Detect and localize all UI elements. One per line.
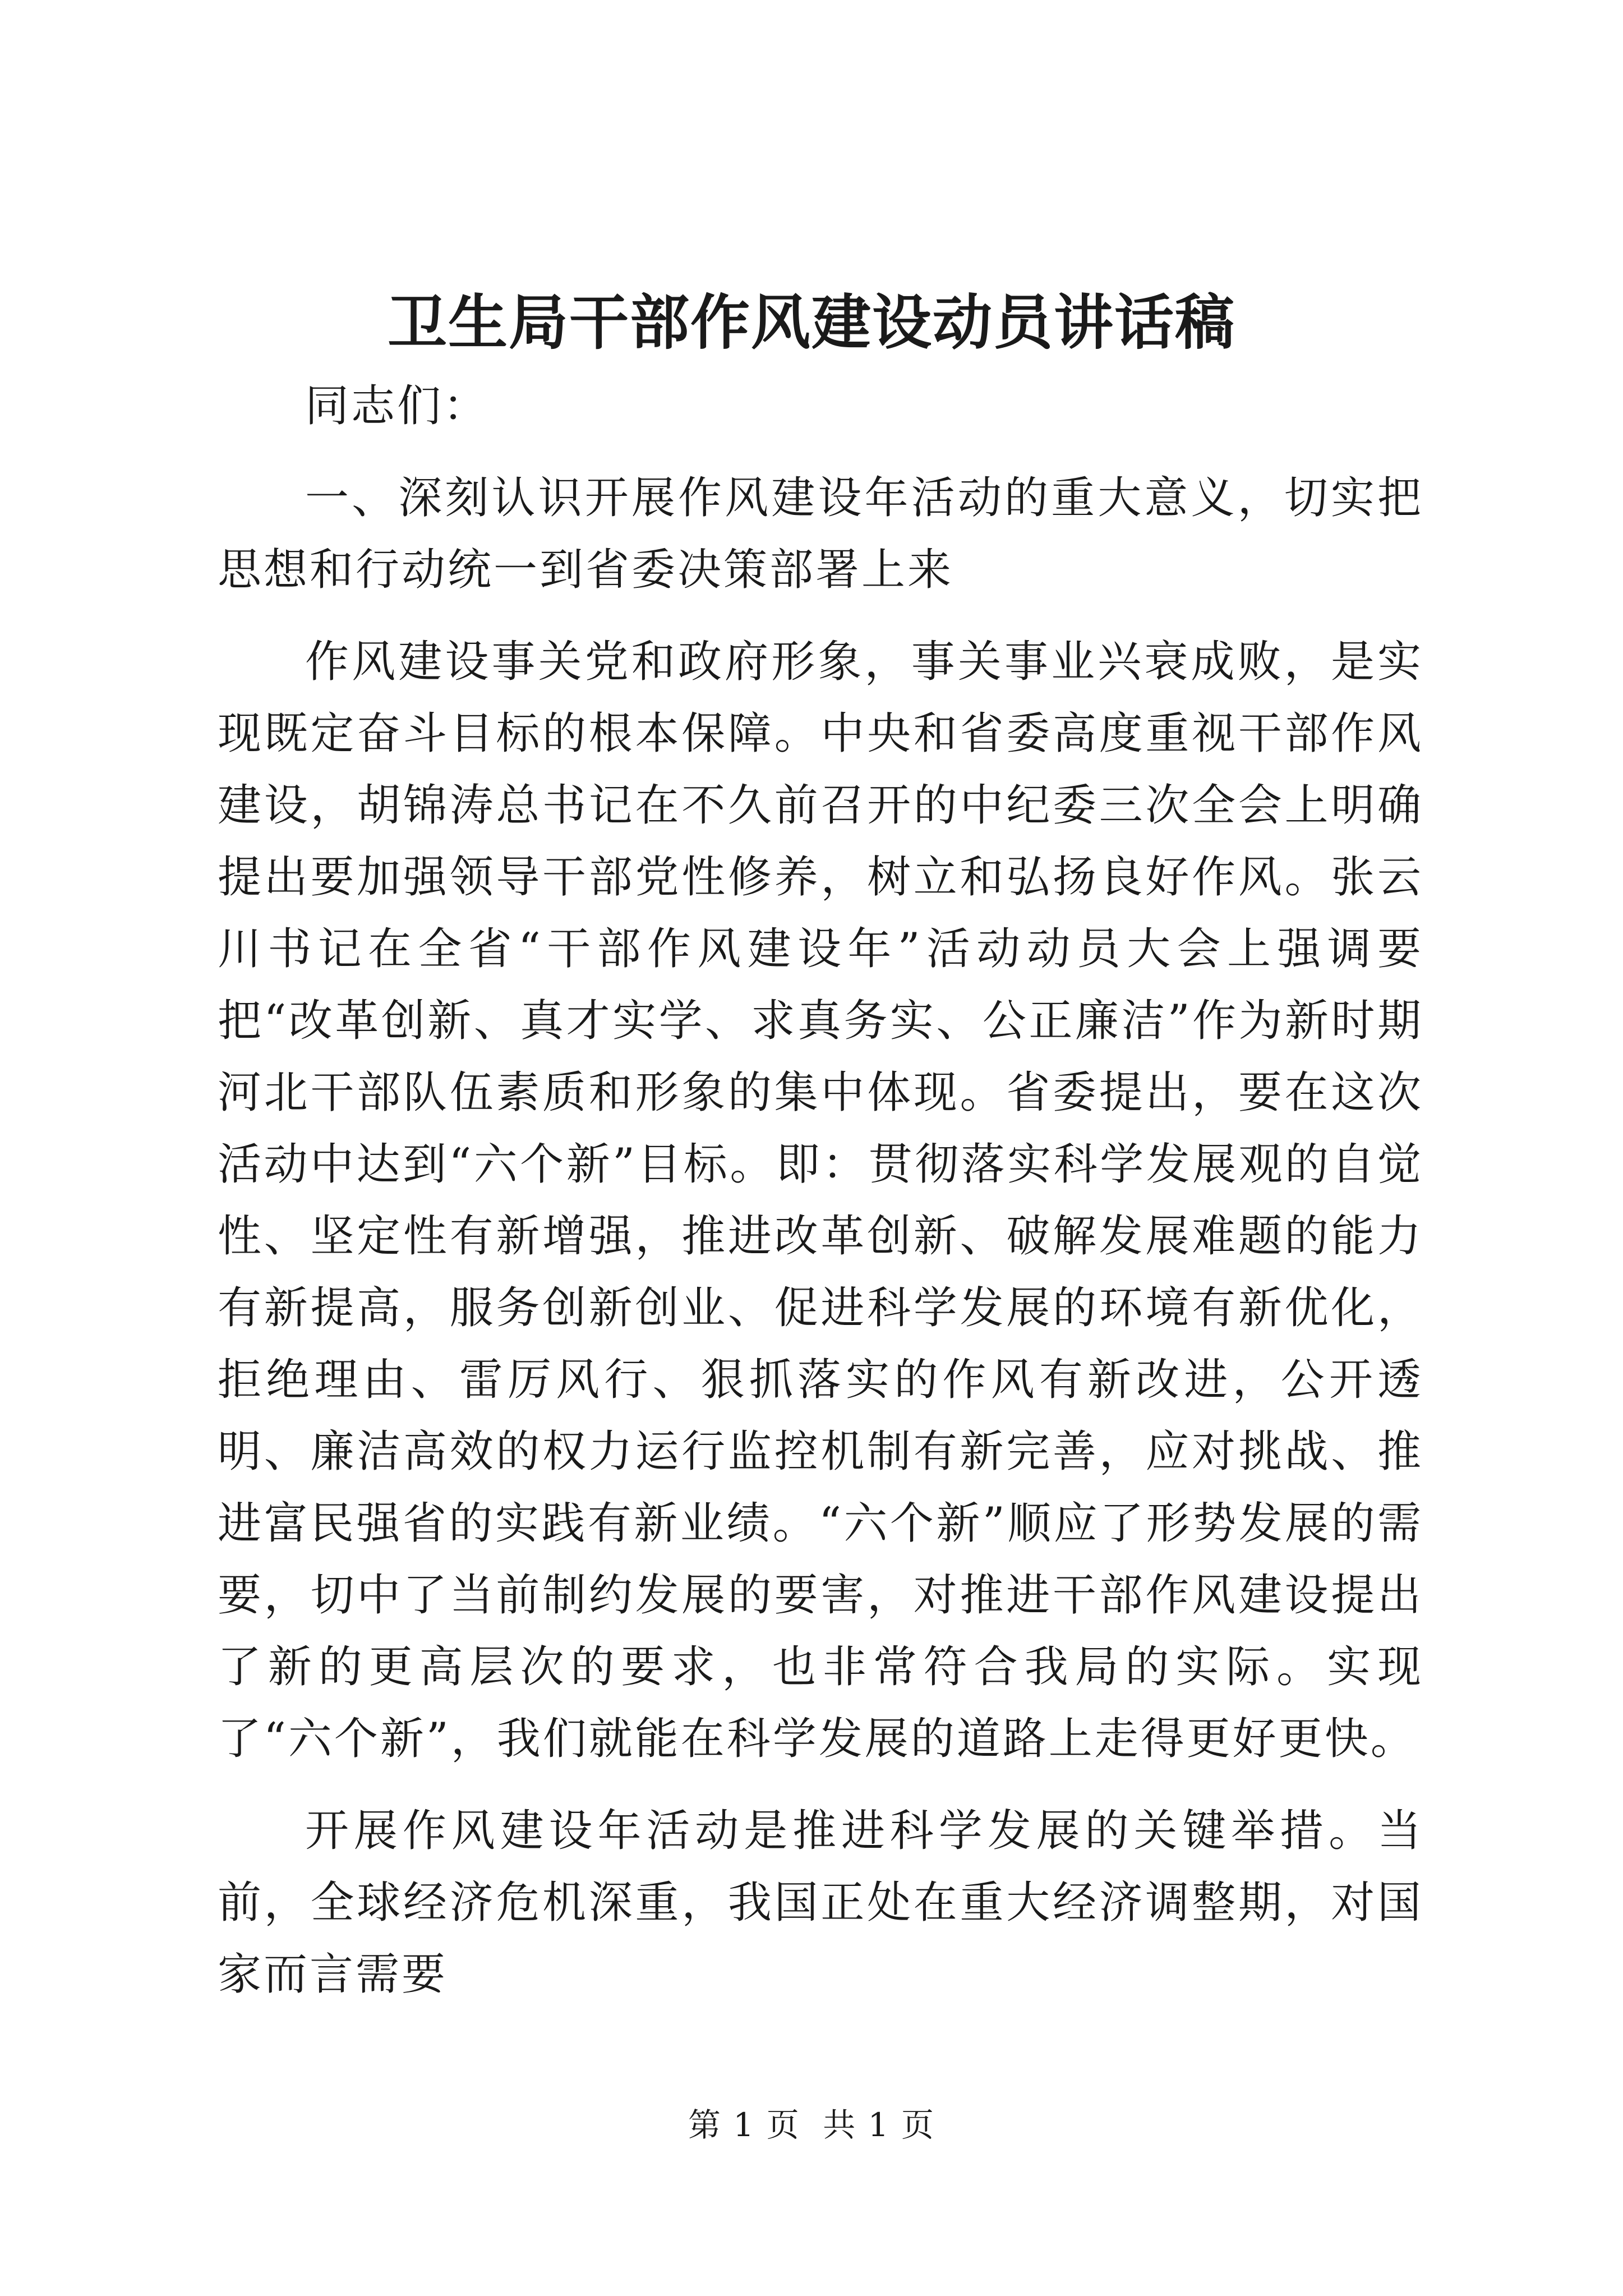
page-footer (0, 2102, 1623, 2147)
page-total: 共 1 页 (823, 2106, 935, 2144)
document-body (218, 370, 1423, 2031)
salutation: 同志们： (305, 381, 490, 431)
paragraph-body: 作风建设事关党和政府形象，事关事业兴衰成败，是实现既定奋斗目标的根本保障。中央和省委高度重视干部作风建设，胡锦涛总书记在不久前召开的中纪委三次全会上明确提出要加强领导干部党性修养，树立和弘扬良好作风。张云川书记在全省“干部作风建设年”活动动员大会上强调要把“改革创新、真才实学、求真务实、公正廉洁”作为新时期河北干部队伍素质和形象的集中体现。省委提出，要在这次活动中达到“六个新”目标。即：贯彻落实科学发展观的自觉性、坚定性有新增强，推进改革创新、破解发展难题的能力有新提高，服务创新创业、促进科学发展的环境有新优化，拒绝理由、雷厉风行、狠抓落实的作风有新改进，公开透明、廉洁高效的权力运行监控机制有新完善，应对挑战、推进富民强省的实践有新业绩。“六个新”顺应了形势发展的需要，切中了当前制约发展的要害，对推进干部作风建设提出了新的更高层次的要求，也非常符合我局的实际。实现了“六个新”，我们就能在科学发展的道路上走得更好更快。 (218, 637, 1423, 1764)
paragraph-section-heading: 一、深刻认识开展作风建设年活动的重大意义，切实把思想和行动统一到省委决策部署上来 (218, 473, 1423, 595)
page-number: 第 1 页 (688, 2106, 800, 2144)
paragraph-body: 开展作风建设年活动是推进科学发展的关键举措。当前，全球经济危机深重，我国正处在重大经济调整期，对国家而言需要 (218, 1806, 1423, 2000)
document-title: 卫生局干部作风建设动员讲话稿 (388, 287, 1235, 357)
